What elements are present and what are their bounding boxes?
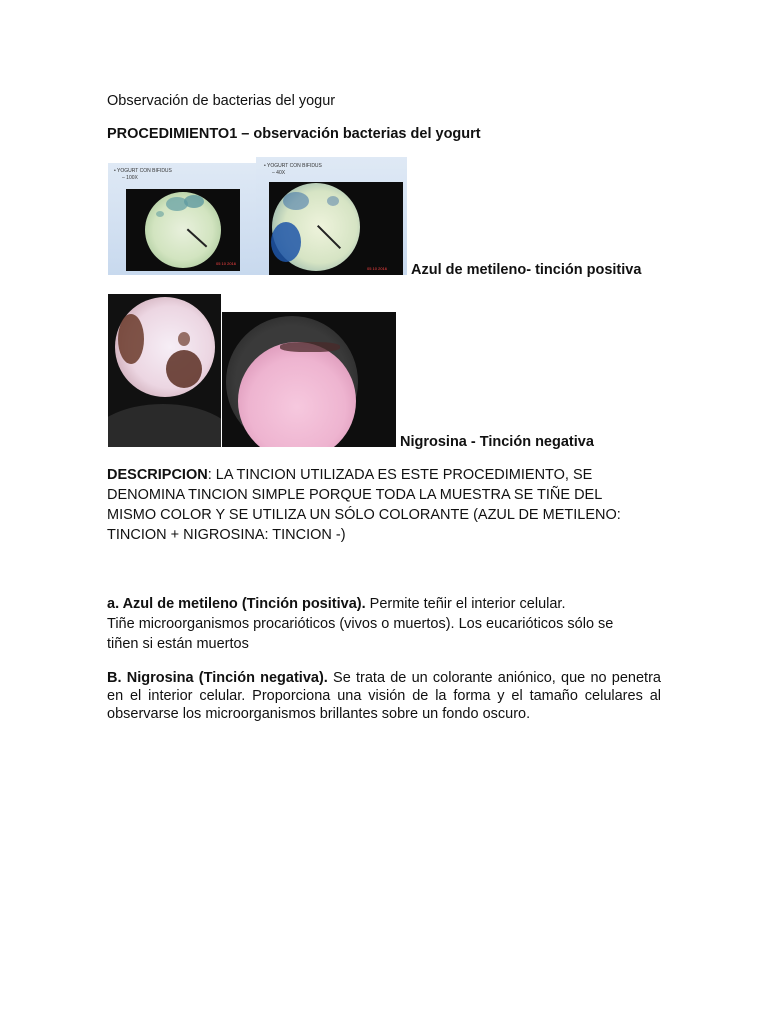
item-a-text-2: Tiñe microorganismos procarióticos (vivos o muertos). Los eucarióticos sólo se tiñen si están muertos bbox=[107, 616, 614, 652]
label-methylene-blue: Azul de metileno- tinción positiva bbox=[411, 262, 642, 278]
item-b-text: Se trata de un colorante aniónico, que no penetra en el interior celular. Proporciona una visión de la forma y el tamaño celulares al observarse los microorganismos brillantes sobre un fondo oscuro. bbox=[107, 670, 661, 722]
micrograph-nigrosine-1 bbox=[108, 294, 221, 447]
item-b-label: B. Nigrosina (Tinción negativa). bbox=[107, 670, 328, 686]
item-a-text: Permite teñir el interior celular. bbox=[365, 596, 566, 612]
description-label: DESCRIPCION bbox=[107, 467, 208, 483]
micrograph-methylene-100x: • YOGURT CON BIFIDUS – 100X 05 10 2016 bbox=[108, 163, 257, 275]
microscope-field: 05 10 2016 bbox=[126, 189, 240, 271]
label-nigrosine: Nigrosina - Tinción negativa bbox=[400, 434, 594, 450]
document-heading: Observación de bacterias del yogur bbox=[107, 93, 336, 109]
item-a-paragraph bbox=[107, 594, 637, 654]
description-paragraph bbox=[107, 465, 647, 545]
item-a-label: a. Azul de metileno (Tinción positiva). bbox=[107, 596, 366, 612]
description-text: : LA TINCION UTILIZADA ES ESTE PROCEDIMIENTO, SE DENOMINA TINCION SIMPLE PORQUE TODA LA MUESTRA SE TIÑE DEL MISMO COLOR Y SE UTILIZA UN SÓLO COLORANTE (AZUL DE METILENO: TINCION + NIGROSINA: TINCION -) bbox=[107, 467, 621, 543]
micrograph-nigrosine-2 bbox=[222, 312, 396, 447]
micrograph-methylene-40x: • YOGURT CON BIFIDUS – 40X 05 10 2016 bbox=[256, 157, 407, 275]
item-b-paragraph bbox=[107, 669, 661, 723]
microscope-field: 05 10 2016 bbox=[269, 182, 403, 275]
procedure-title: PROCEDIMIENTO1 – observación bacterias del yogurt bbox=[107, 126, 481, 142]
